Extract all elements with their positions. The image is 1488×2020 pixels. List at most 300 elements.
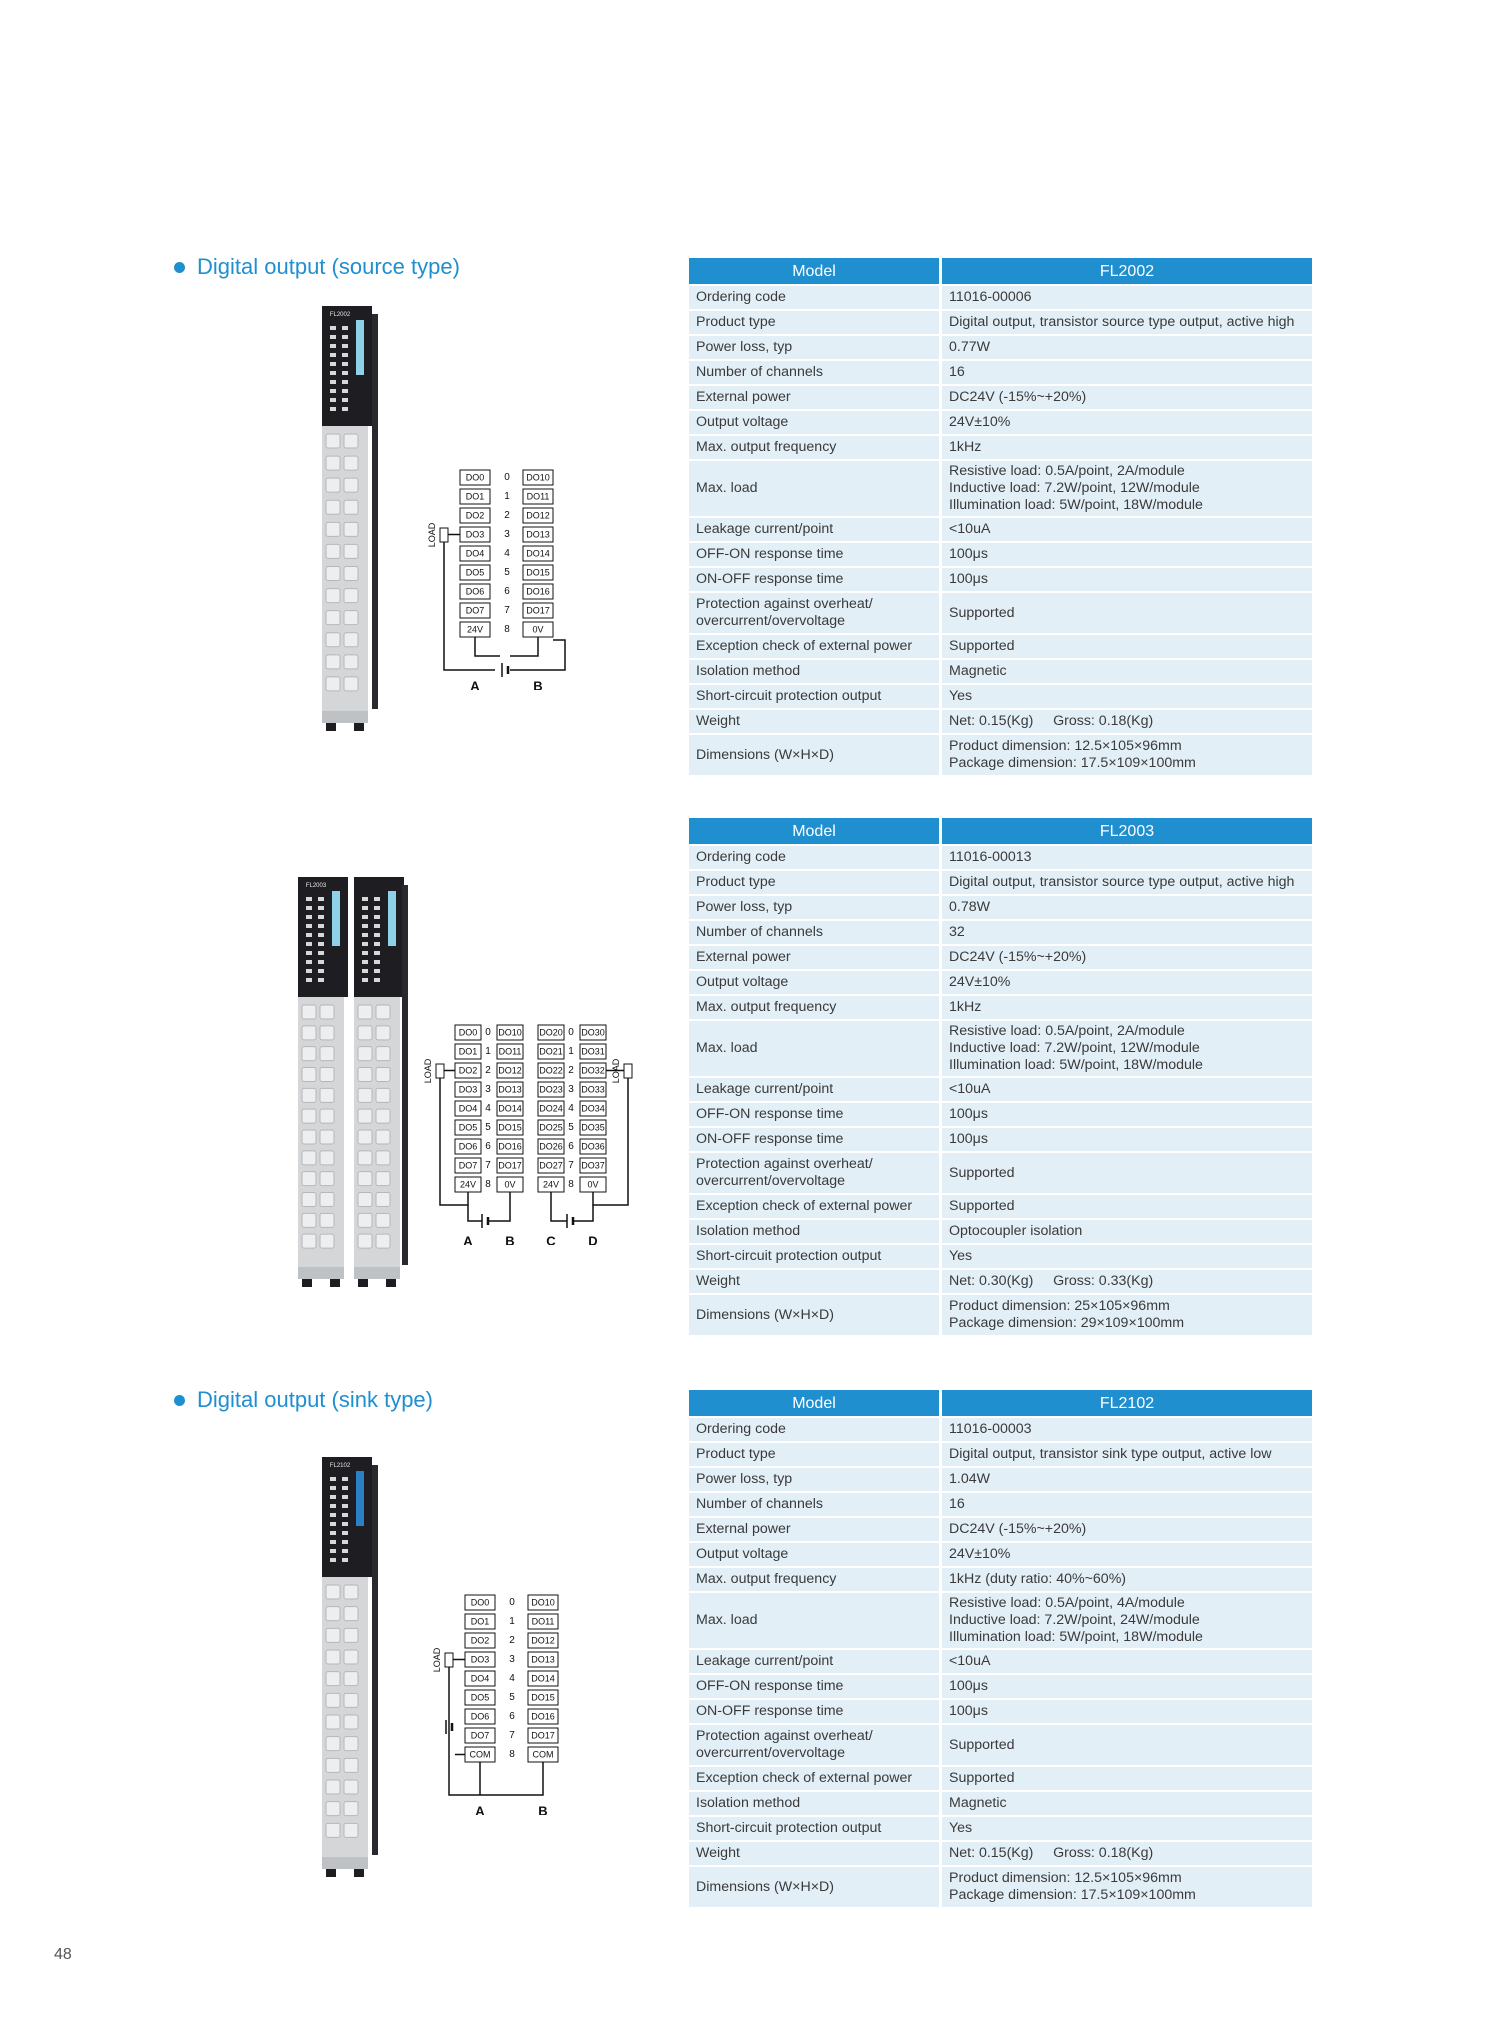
- spec-value: [942, 710, 1312, 733]
- led-indicator: [362, 915, 368, 919]
- led-indicator: [318, 960, 324, 964]
- terminal: [344, 544, 358, 558]
- table-row: [689, 1418, 1312, 1441]
- module-foot-clip: [330, 1279, 340, 1287]
- spec-value: [942, 311, 1312, 334]
- spec-value-line: Product dimension: 12.5×105×96mm: [949, 738, 1182, 754]
- terminal: [358, 1151, 372, 1165]
- spec-value-line: Magnetic: [949, 663, 1007, 679]
- load-resistor: [624, 1064, 632, 1078]
- terminal-label: DO30: [581, 1027, 605, 1038]
- terminal-label: DO14: [531, 1673, 555, 1684]
- terminal-number: 2: [509, 1635, 515, 1646]
- led-indicator: [306, 933, 312, 937]
- led-indicator: [306, 897, 312, 901]
- wire: [573, 1205, 593, 1221]
- table-row: [689, 1021, 1312, 1076]
- led-indicator: [374, 969, 380, 973]
- spec-value-line: Illumination load: 5W/point, 18W/module: [949, 1629, 1203, 1645]
- led-indicator: [306, 960, 312, 964]
- terminal-number: 0: [509, 1597, 515, 1608]
- terminal: [320, 1193, 334, 1207]
- spec-key: Ordering code: [689, 1418, 942, 1441]
- terminal-number: 4: [504, 548, 510, 559]
- terminal: [344, 589, 358, 603]
- spec-key: Weight: [689, 1842, 942, 1865]
- terminal: [358, 1172, 372, 1186]
- terminal: [344, 1715, 358, 1729]
- spec-value-line: Illumination load: 5W/point, 18W/module: [949, 1057, 1203, 1073]
- terminal-number: 5: [485, 1122, 491, 1133]
- column-letter: A: [475, 1803, 485, 1815]
- spec-key: Max. load: [689, 1593, 942, 1648]
- led-indicator: [306, 906, 312, 910]
- terminal: [326, 1693, 340, 1707]
- led-indicator: [330, 389, 336, 393]
- wire: [510, 637, 538, 656]
- terminal-number: 2: [504, 510, 510, 521]
- module-indicator-strip: [332, 891, 340, 946]
- terminal-number: 0: [485, 1027, 491, 1038]
- terminal-label: DO0: [458, 1027, 478, 1038]
- spec-key: Isolation method: [689, 660, 942, 683]
- table-row: [689, 411, 1312, 434]
- terminal-number: 6: [509, 1711, 515, 1722]
- led-indicator: [330, 1540, 336, 1544]
- section-title-sink: [174, 1387, 433, 1413]
- spec-value-line: Product dimension: 25×105×96mm: [949, 1298, 1170, 1314]
- spec-key: Exception check of external power: [689, 635, 942, 658]
- led-indicator: [374, 933, 380, 937]
- table-row: [689, 1675, 1312, 1698]
- spec-value-line: <10uA: [949, 1081, 991, 1097]
- spec-key: Exception check of external power: [689, 1767, 942, 1790]
- load-label: LOAD: [427, 522, 437, 548]
- led-indicator: [330, 362, 336, 366]
- spec-value-line: 11016-00013: [949, 849, 1032, 865]
- table-row: [689, 386, 1312, 409]
- spec-value: [942, 1128, 1312, 1151]
- load-label: LOAD: [423, 1058, 433, 1084]
- spec-key: Power loss, typ: [689, 896, 942, 919]
- terminal-number: 7: [485, 1160, 491, 1171]
- spec-value: [942, 1842, 1312, 1865]
- terminal: [320, 1026, 334, 1040]
- led-indicator: [330, 1504, 336, 1508]
- model-name: FL2002: [942, 258, 1312, 284]
- spec-key: Max. output frequency: [689, 436, 942, 459]
- table-row: [689, 1518, 1312, 1541]
- wire: [488, 1192, 510, 1221]
- terminal-label: DO10: [531, 1597, 555, 1608]
- led-indicator: [362, 933, 368, 937]
- terminal-label: DO7: [458, 1160, 478, 1171]
- terminal: [344, 434, 358, 448]
- terminal-label: DO17: [498, 1160, 522, 1171]
- terminal: [302, 1234, 316, 1248]
- terminal-label: DO23: [539, 1084, 563, 1095]
- terminal: [376, 1088, 390, 1102]
- terminal-label: DO4: [470, 1673, 490, 1684]
- terminal-label: 24V: [466, 624, 484, 635]
- led-indicator: [330, 371, 336, 375]
- terminal-label: DO11: [526, 491, 550, 502]
- table-row: [689, 1295, 1312, 1335]
- terminal: [302, 1193, 316, 1207]
- spec-value-line: Net: 0.30(Kg) Gross: 0.33(Kg): [949, 1273, 1154, 1289]
- led-indicator: [342, 1549, 348, 1553]
- spec-value-line: Package dimension: 17.5×109×100mm: [949, 1887, 1196, 1903]
- terminal-number: 5: [568, 1122, 574, 1133]
- terminal: [326, 655, 340, 669]
- load-resistor: [436, 1064, 444, 1078]
- terminal: [376, 1193, 390, 1207]
- table-row: [689, 660, 1312, 683]
- led-indicator: [306, 924, 312, 928]
- terminal: [344, 611, 358, 625]
- spec-key: Product type: [689, 311, 942, 334]
- led-indicator: [374, 915, 380, 919]
- column-letter: D: [588, 1233, 598, 1245]
- terminal: [326, 1802, 340, 1816]
- terminal-number: 7: [509, 1730, 515, 1741]
- terminal: [344, 1802, 358, 1816]
- terminal: [344, 500, 358, 514]
- terminal: [344, 1628, 358, 1642]
- terminal-number: 6: [485, 1141, 491, 1152]
- terminal: [344, 1607, 358, 1621]
- module-rail: [402, 885, 408, 1265]
- load-resistor: [445, 1653, 453, 1667]
- page-number: 48: [54, 1946, 72, 1963]
- spec-value-line: 16: [949, 364, 965, 380]
- module-foot-clip: [358, 1279, 368, 1287]
- spec-value: [942, 1568, 1312, 1591]
- table-header-row: [689, 818, 1312, 844]
- module-image-fl2102: [316, 1457, 380, 1877]
- terminal-label: DO36: [581, 1141, 605, 1152]
- spec-key: Product type: [689, 871, 942, 894]
- led-indicator: [362, 951, 368, 955]
- spec-value-line: Optocoupler isolation: [949, 1223, 1083, 1239]
- spec-key: Weight: [689, 1270, 942, 1293]
- terminal-label: DO37: [581, 1160, 605, 1171]
- spec-value-line: Net: 0.15(Kg) Gross: 0.18(Kg): [949, 1845, 1154, 1861]
- table-row: [689, 1220, 1312, 1243]
- table-row: [689, 1270, 1312, 1293]
- terminal: [320, 1130, 334, 1144]
- model-label: Model: [689, 818, 942, 844]
- terminal-number: 1: [568, 1046, 574, 1057]
- table-row: [689, 710, 1312, 733]
- terminal-label: COM: [532, 1749, 554, 1760]
- led-indicator: [374, 978, 380, 982]
- terminal: [326, 589, 340, 603]
- led-indicator: [330, 407, 336, 411]
- table-row: [689, 518, 1312, 541]
- table-row: [689, 1725, 1312, 1765]
- table-row: [689, 871, 1312, 894]
- spec-value: [942, 846, 1312, 869]
- terminal-number: 1: [485, 1046, 491, 1057]
- load-resistor: [440, 528, 448, 542]
- spec-key: Dimensions (W×H×D): [689, 1867, 942, 1907]
- led-indicator: [318, 933, 324, 937]
- spec-value-line: Package dimension: 29×109×100mm: [949, 1315, 1185, 1331]
- led-indicator: [342, 1477, 348, 1481]
- wire: [551, 1192, 567, 1221]
- terminal: [326, 1758, 340, 1772]
- spec-value-line: 24V±10%: [949, 974, 1011, 990]
- table-row: [689, 1493, 1312, 1516]
- spec-key: Max. load: [689, 461, 942, 516]
- spec-value-line: 11016-00003: [949, 1421, 1032, 1437]
- terminal-number: 3: [485, 1084, 491, 1095]
- model-name: FL2003: [942, 818, 1312, 844]
- terminal-label: DO31: [581, 1046, 605, 1057]
- terminal-label: DO17: [531, 1730, 555, 1741]
- terminal: [376, 1213, 390, 1227]
- model-name: FL2102: [942, 1390, 1312, 1416]
- spec-value: [942, 1725, 1312, 1765]
- terminal: [358, 1026, 372, 1040]
- spec-value: [942, 1443, 1312, 1466]
- terminal: [320, 1234, 334, 1248]
- spec-key: Weight: [689, 710, 942, 733]
- module-foot: [354, 1267, 400, 1279]
- spec-key: Dimensions (W×H×D): [689, 1295, 942, 1335]
- module-foot-clip: [326, 1869, 336, 1877]
- spec-key: Leakage current/point: [689, 1078, 942, 1101]
- terminal: [344, 677, 358, 691]
- terminal: [302, 1047, 316, 1061]
- terminal-label: 0V: [504, 1179, 516, 1190]
- spec-key: Max. output frequency: [689, 996, 942, 1019]
- spec-value: [942, 593, 1312, 633]
- led-indicator: [318, 942, 324, 946]
- spec-key: OFF-ON response time: [689, 543, 942, 566]
- spec-value: [942, 1078, 1312, 1101]
- spec-value-line: Yes: [949, 1248, 973, 1264]
- terminal: [302, 1005, 316, 1019]
- wire: [468, 1205, 482, 1221]
- spec-key: Exception check of external power: [689, 1195, 942, 1218]
- spec-value-line: 11016-00006: [949, 289, 1032, 305]
- led-indicator: [330, 1558, 336, 1562]
- terminal-label: DO16: [531, 1711, 555, 1722]
- led-indicator: [362, 978, 368, 982]
- column-letter: C: [546, 1233, 556, 1245]
- terminal: [302, 1068, 316, 1082]
- terminal: [358, 1130, 372, 1144]
- spec-key: Isolation method: [689, 1792, 942, 1815]
- spec-value: [942, 336, 1312, 359]
- spec-value: [942, 735, 1312, 775]
- spec-value: [942, 1518, 1312, 1541]
- terminal: [302, 1172, 316, 1186]
- terminal-number: 3: [504, 529, 510, 540]
- spec-value: [942, 1153, 1312, 1193]
- led-indicator: [330, 326, 336, 330]
- terminal: [358, 1088, 372, 1102]
- bullet-dot-icon: [174, 1395, 185, 1406]
- spec-value-line: Magnetic: [949, 1795, 1007, 1811]
- terminal-number: 3: [509, 1654, 515, 1665]
- terminal-label: DO5: [465, 567, 485, 578]
- terminal-label: DO6: [465, 586, 485, 597]
- terminal: [326, 522, 340, 536]
- terminal-label: DO33: [581, 1084, 605, 1095]
- terminal-number: 7: [568, 1160, 574, 1171]
- led-indicator: [374, 906, 380, 910]
- terminal: [376, 1130, 390, 1144]
- led-indicator: [374, 942, 380, 946]
- terminal-label: DO14: [526, 548, 550, 559]
- table-row: [689, 1767, 1312, 1790]
- table-row: [689, 461, 1312, 516]
- table-row: [689, 568, 1312, 591]
- terminal: [358, 1213, 372, 1227]
- terminal: [320, 1172, 334, 1186]
- module-foot-clip: [326, 723, 336, 731]
- spec-value: [942, 1817, 1312, 1840]
- terminal: [376, 1109, 390, 1123]
- model-label: Model: [689, 1390, 942, 1416]
- table-row: [689, 971, 1312, 994]
- terminal: [320, 1109, 334, 1123]
- terminal-label: DO16: [526, 586, 550, 597]
- terminal: [326, 1607, 340, 1621]
- spec-key: Output voltage: [689, 1543, 942, 1566]
- terminal: [344, 1693, 358, 1707]
- spec-value: [942, 1593, 1312, 1648]
- led-indicator: [306, 969, 312, 973]
- terminal: [358, 1234, 372, 1248]
- terminal-label: DO16: [498, 1141, 522, 1152]
- terminal-label: DO15: [526, 567, 550, 578]
- terminal: [302, 1213, 316, 1227]
- terminal-label: DO4: [465, 548, 485, 559]
- table-row: [689, 1568, 1312, 1591]
- terminal-label: DO7: [465, 605, 485, 616]
- spec-key: Max. load: [689, 1021, 942, 1076]
- spec-value-line: 100μs: [949, 1131, 988, 1147]
- terminal-label: COM: [469, 1749, 491, 1760]
- terminal-label: DO0: [465, 472, 485, 483]
- terminal-label: DO3: [470, 1654, 490, 1665]
- module-label: FL2002: [329, 312, 351, 318]
- led-indicator: [362, 969, 368, 973]
- module-foot: [322, 1857, 368, 1869]
- module-indicator-strip: [356, 1471, 364, 1526]
- column-letter: B: [538, 1803, 548, 1815]
- terminal-label: DO4: [458, 1103, 478, 1114]
- table-row: [689, 543, 1312, 566]
- column-letter: A: [470, 678, 480, 690]
- spec-key: Isolation method: [689, 1220, 942, 1243]
- spec-value-line: 32: [949, 924, 965, 940]
- column-letter: B: [505, 1233, 515, 1245]
- spec-key: Short-circuit protection output: [689, 685, 942, 708]
- table-header-row: [689, 1390, 1312, 1416]
- table-row: [689, 1078, 1312, 1101]
- table-row: [689, 1128, 1312, 1151]
- terminal-label: DO32: [581, 1065, 605, 1076]
- table-row: [689, 311, 1312, 334]
- spec-value-line: Inductive load: 7.2W/point, 24W/module: [949, 1612, 1200, 1628]
- terminal: [320, 1005, 334, 1019]
- terminal-label: DO24: [539, 1103, 563, 1114]
- spec-value: [942, 436, 1312, 459]
- terminal: [376, 1234, 390, 1248]
- led-indicator: [306, 951, 312, 955]
- terminal-label: DO14: [498, 1103, 522, 1114]
- spec-value-line: Inductive load: 7.2W/point, 12W/module: [949, 480, 1200, 496]
- led-indicator: [342, 335, 348, 339]
- module-foot-clip: [354, 723, 364, 731]
- terminal: [376, 1172, 390, 1186]
- led-indicator: [342, 1495, 348, 1499]
- terminal-number: 2: [485, 1065, 491, 1076]
- led-indicator: [318, 915, 324, 919]
- wiring-diagram-fl2002: [420, 460, 580, 690]
- spec-value: [942, 411, 1312, 434]
- terminal-number: 5: [509, 1692, 515, 1703]
- terminal-label: DO21: [539, 1046, 563, 1057]
- spec-key: Power loss, typ: [689, 1468, 942, 1491]
- spec-value: [942, 361, 1312, 384]
- terminal: [344, 633, 358, 647]
- terminal: [376, 1047, 390, 1061]
- spec-table-fl2102: [689, 1388, 1312, 1909]
- terminal: [344, 1780, 358, 1794]
- wiring-diagram-fl2003: [410, 1015, 660, 1245]
- module-label: FL2003: [305, 883, 327, 889]
- terminal-label: DO3: [465, 529, 485, 540]
- spec-value-line: Resistive load: 0.5A/point, 2A/module: [949, 1023, 1185, 1039]
- spec-key: Max. output frequency: [689, 1568, 942, 1591]
- led-indicator: [306, 978, 312, 982]
- terminal-label: 24V: [459, 1179, 477, 1190]
- terminal-label: DO5: [458, 1122, 478, 1133]
- spec-value-line: Supported: [949, 1198, 1015, 1214]
- terminal-label: DO2: [470, 1635, 490, 1646]
- terminal-number: 0: [504, 472, 510, 483]
- led-indicator: [330, 1522, 336, 1526]
- terminal: [326, 1650, 340, 1664]
- spec-value-line: <10uA: [949, 1653, 991, 1669]
- wire: [475, 637, 500, 656]
- terminal-number: 8: [504, 624, 510, 635]
- spec-key: Ordering code: [689, 286, 942, 309]
- terminal: [302, 1026, 316, 1040]
- terminal: [376, 1068, 390, 1082]
- terminal-label: DO10: [526, 472, 550, 483]
- terminal-label: DO7: [470, 1730, 490, 1741]
- led-indicator: [342, 1513, 348, 1517]
- terminal: [326, 1628, 340, 1642]
- terminal-label: DO26: [539, 1141, 563, 1152]
- spec-key: Number of channels: [689, 921, 942, 944]
- spec-key: External power: [689, 386, 942, 409]
- spec-value-line: <10uA: [949, 521, 991, 537]
- spec-value-line: Inductive load: 7.2W/point, 12W/module: [949, 1040, 1200, 1056]
- spec-value-line: 1kHz (duty ratio: 40%~60%): [949, 1571, 1127, 1587]
- spec-value: [942, 971, 1312, 994]
- table-row: [689, 593, 1312, 633]
- spec-key: Short-circuit protection output: [689, 1245, 942, 1268]
- terminal-label: DO0: [470, 1597, 490, 1608]
